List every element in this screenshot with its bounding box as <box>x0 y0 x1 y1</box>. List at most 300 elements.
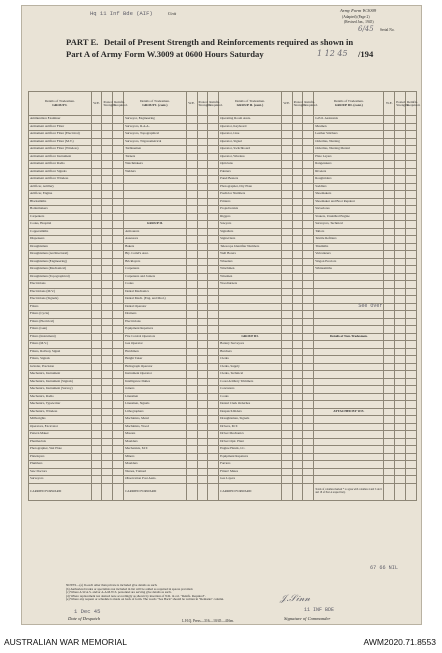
entry-cell <box>281 348 292 356</box>
entry-cell <box>406 236 417 244</box>
signature: 𝒥.𝒮𝒾𝓃𝓃 <box>280 594 311 604</box>
entry-cell <box>102 161 113 169</box>
trade-label: Telescope Identifier Numbers <box>219 243 282 251</box>
trade-label: Fitters, Railway Signal <box>29 348 92 356</box>
entry-cell <box>384 266 395 274</box>
trade-label <box>314 281 384 289</box>
trade-label: Wagon Erectors <box>314 258 384 266</box>
date-handwritten: 1 12 45 <box>317 49 348 58</box>
entry-cell <box>208 363 219 371</box>
entry-cell <box>395 213 406 221</box>
entry-cell <box>186 131 197 139</box>
entry-cell <box>406 131 417 139</box>
entry-cell <box>91 438 102 446</box>
entry-cell <box>102 243 113 251</box>
entry-cell <box>395 191 406 199</box>
trade-label: Saddlers <box>314 183 384 191</box>
entry-cell <box>281 206 292 214</box>
entry-cell <box>395 386 406 394</box>
trade-label: Dental Clerk Orderlies <box>219 401 282 409</box>
trade-label: Miners <box>124 453 187 461</box>
entry-cell <box>186 386 197 394</box>
trade-label: Fitters (Instrument) <box>29 333 92 341</box>
entry-cell <box>281 318 292 326</box>
entry-cell <box>186 378 197 386</box>
entry-cell <box>292 476 303 484</box>
trade-label: Vulcanizers <box>314 251 384 259</box>
entry-cell <box>197 431 208 439</box>
trade-label: Wiremen <box>219 273 282 281</box>
entry-cell <box>303 153 314 161</box>
entry-cell <box>113 326 124 334</box>
caption-right: AWM2020.71.8553 <box>363 637 436 647</box>
entry-cell <box>281 266 292 274</box>
carried-forward-2: CARRIED FORWARD <box>124 483 187 500</box>
trade-label: Operator, Wireless <box>219 153 282 161</box>
entry-cell <box>292 138 303 146</box>
col-header-group3-cont: Details of Tradesmen. GROUP III. (cont.) <box>314 92 384 116</box>
entry-cell <box>395 266 406 274</box>
entry-cell <box>113 333 124 341</box>
trade-label: Drivers, M.T. <box>219 423 282 431</box>
entry-cell <box>102 311 113 319</box>
entry-cell <box>91 123 102 131</box>
trade-label: Blacksmiths <box>29 198 92 206</box>
entry-cell <box>281 198 292 206</box>
entry-cell <box>292 288 303 296</box>
trade-label: Intelligence Duties <box>124 378 187 386</box>
trade-label: Orderlies, Nursing Mental <box>314 146 384 154</box>
entry-cell <box>281 191 292 199</box>
entry-cell <box>303 453 314 461</box>
entry-cell <box>281 168 292 176</box>
entry-cell <box>303 221 314 229</box>
trade-label <box>314 273 384 281</box>
entry-cell <box>395 393 406 401</box>
entry-cell <box>197 393 208 401</box>
entry-cell <box>113 123 124 131</box>
entry-cell <box>406 138 417 146</box>
trade-label: Fitters (Cycle) <box>29 311 92 319</box>
trade-label: Panel Beaters <box>219 176 282 184</box>
entry-cell <box>208 348 219 356</box>
entry-cell <box>395 438 406 446</box>
trade-label: Dental Mechanics <box>124 288 187 296</box>
trade-label: Heliograph Operator <box>124 363 187 371</box>
form-revised: (Revised Jan., 1945) <box>344 20 374 24</box>
entry-cell <box>384 303 395 311</box>
col-header-group2-cont: Details of Tradesmen. GROUP II. (cont.) <box>219 92 282 116</box>
entry-cell <box>395 258 406 266</box>
entry-cell <box>292 326 303 334</box>
trade-label: Operator, Line <box>219 131 282 139</box>
entry-cell <box>102 333 113 341</box>
entry-cell <box>102 251 113 259</box>
title-line2: Part A of Army Form W.3009 at 0600 Hours Saturday <box>66 49 264 59</box>
entry-cell <box>281 356 292 364</box>
trade-label <box>314 468 384 476</box>
trade-label: Shoemaker and Boot Repairer <box>314 198 384 206</box>
table-row <box>29 326 417 334</box>
entry-cell <box>197 266 208 274</box>
trade-label: Armament Artificer Wireless <box>29 176 92 184</box>
table-row <box>29 281 417 289</box>
entry-cell <box>186 461 197 469</box>
entry-cell <box>406 191 417 199</box>
entry-cell <box>384 123 395 131</box>
entry-cell <box>384 131 395 139</box>
entry-cell <box>384 393 395 401</box>
trade-label: Photographer, Dry Plate <box>219 183 282 191</box>
entry-cell <box>91 461 102 469</box>
entry-cell <box>303 236 314 244</box>
table-row <box>29 168 417 176</box>
entry-cell <box>281 393 292 401</box>
col-reinfts: Reinfts. Required. <box>406 92 417 116</box>
entry-cell <box>303 243 314 251</box>
entry-cell <box>303 326 314 334</box>
trade-label: Boilermakers <box>29 206 92 214</box>
entry-cell <box>208 236 219 244</box>
entry-cell <box>395 371 406 379</box>
entry-cell <box>208 468 219 476</box>
entry-cell <box>113 453 124 461</box>
entry-cell <box>406 206 417 214</box>
trade-label <box>314 378 384 386</box>
entry-cell <box>406 386 417 394</box>
entry-cell <box>113 116 124 124</box>
trade-label: Sawyers <box>219 221 282 229</box>
table-row <box>29 431 417 439</box>
trade-label: Dental Mech. (Eng. and Mod.) <box>124 296 187 304</box>
entry-cell <box>197 446 208 454</box>
entry-cell <box>91 371 102 379</box>
entry-cell <box>384 258 395 266</box>
entry-cell <box>384 288 395 296</box>
entry-cell <box>292 386 303 394</box>
table-row <box>29 423 417 431</box>
entry-cell <box>197 326 208 334</box>
entry-cell <box>292 296 303 304</box>
entry-cell <box>384 401 395 409</box>
trade-label: Plate Layers <box>314 153 384 161</box>
entry-cell <box>91 333 102 341</box>
table-row <box>29 258 417 266</box>
col-posted: Posted Strength. <box>292 92 303 116</box>
entry-cell <box>102 446 113 454</box>
trade-label: Draughtsmen, Signals <box>219 416 282 424</box>
trade-label: Operator, Keyboard <box>219 123 282 131</box>
trade-label: Operating Room Assts. <box>219 116 282 124</box>
trade-label: Operator, Signal <box>219 138 282 146</box>
trade-label: Saw Doctors <box>29 468 92 476</box>
trade-label <box>314 476 384 484</box>
entry-cell <box>113 191 124 199</box>
entry-cell <box>91 431 102 439</box>
trade-label: Operators, Excavator <box>29 423 92 431</box>
entry-cell <box>186 221 197 229</box>
entry-cell <box>91 288 102 296</box>
entry-cell <box>186 153 197 161</box>
note-line: (c) Where A.W.A.S. and/or A.A.M.W.S. personnel are serving give details as such. <box>66 590 172 595</box>
trade-label: Fitters (M.V.) <box>29 341 92 349</box>
entry-cell <box>281 228 292 236</box>
entry-cell <box>91 258 102 266</box>
entry-cell <box>102 453 113 461</box>
table-row <box>29 213 417 221</box>
entry-cell <box>113 356 124 364</box>
entry-cell <box>186 408 197 416</box>
trade-label <box>314 311 384 319</box>
entry-cell <box>197 131 208 139</box>
entry-cell <box>91 198 102 206</box>
entry-cell <box>208 258 219 266</box>
entry-cell <box>113 431 124 439</box>
table-row <box>29 161 417 169</box>
entry-cell <box>186 258 197 266</box>
entry-cell <box>395 356 406 364</box>
entry-cell <box>406 183 417 191</box>
entry-cell <box>303 431 314 439</box>
entry-cell <box>208 281 219 289</box>
trade-label <box>124 176 187 184</box>
entry-cell <box>303 378 314 386</box>
entry-cell <box>208 198 219 206</box>
entry-cell <box>303 251 314 259</box>
entry-cell <box>281 326 292 334</box>
entry-cell <box>102 258 113 266</box>
entry-cell <box>113 378 124 386</box>
trade-label: Fitters <box>29 303 92 311</box>
entry-cell <box>91 386 102 394</box>
entry-cell <box>303 176 314 184</box>
entry-cell <box>395 333 406 341</box>
entry-cell <box>292 446 303 454</box>
entry-cell <box>208 393 219 401</box>
trade-label: Printers <box>219 198 282 206</box>
entry-cell <box>102 438 113 446</box>
entry-cell <box>197 228 208 236</box>
trade-label: Concreters <box>219 386 282 394</box>
entry-cell <box>384 168 395 176</box>
entry-cell <box>406 416 417 424</box>
entry-cell <box>303 446 314 454</box>
trade-label: Fitters, Signals <box>29 356 92 364</box>
trade-label: Electricians (Signals) <box>29 296 92 304</box>
entry-cell <box>281 416 292 424</box>
part-label: PART E. <box>66 37 99 47</box>
entry-cell <box>197 341 208 349</box>
entry-cell <box>102 318 113 326</box>
entry-cell <box>113 153 124 161</box>
entry-cell <box>102 408 113 416</box>
entry-cell <box>102 416 113 424</box>
entry-cell <box>384 356 395 364</box>
entry-cell <box>303 266 314 274</box>
entry-cell <box>406 378 417 386</box>
entry-cell <box>91 341 102 349</box>
entry-cell <box>384 416 395 424</box>
entry-cell <box>281 243 292 251</box>
entry-cell <box>395 221 406 229</box>
entry-cell <box>384 198 395 206</box>
entry-cell <box>186 288 197 296</box>
entry-cell <box>406 371 417 379</box>
entry-cell <box>406 221 417 229</box>
entry-cell <box>281 378 292 386</box>
entry-cell <box>208 168 219 176</box>
entry-cell <box>113 281 124 289</box>
trade-label: Projectionists <box>219 206 282 214</box>
entry-cell <box>186 281 197 289</box>
entry-cell <box>113 213 124 221</box>
trade-label: Armourers <box>124 228 187 236</box>
entry-cell <box>208 213 219 221</box>
entry-cell <box>91 408 102 416</box>
entry-cell <box>384 348 395 356</box>
trade-label <box>219 311 282 319</box>
trade-label: Surveyors <box>29 476 92 484</box>
entry-cell <box>395 146 406 154</box>
entry-cell <box>281 446 292 454</box>
trade-label: Armament Artificer Fitter <box>29 123 92 131</box>
trade-label: Clerks, Supply <box>219 363 282 371</box>
entry-cell <box>208 453 219 461</box>
entry-cell <box>303 213 314 221</box>
entry-cell <box>102 288 113 296</box>
entry-cell <box>102 461 113 469</box>
entry-cell <box>186 476 197 484</box>
entry-cell <box>91 453 102 461</box>
entry-cell <box>102 468 113 476</box>
trade-label: Stevedores <box>314 206 384 214</box>
entry-cell <box>102 153 113 161</box>
entry-cell <box>281 453 292 461</box>
trade-label: Leather Stitchers <box>314 131 384 139</box>
trade-label <box>124 198 187 206</box>
trade-label: Mechanics, Typewriter <box>29 401 92 409</box>
entry-cell <box>303 461 314 469</box>
entry-cell <box>208 161 219 169</box>
trade-label: Electricians <box>124 318 187 326</box>
table-row <box>29 363 417 371</box>
entry-cell <box>91 161 102 169</box>
col-header-group1: Details of Tradesmen. GROUP I. <box>29 92 92 116</box>
entry-cell <box>395 318 406 326</box>
entry-cell <box>208 303 219 311</box>
entry-cell <box>395 198 406 206</box>
entry-cell <box>197 176 208 184</box>
trade-label: Details of Non-Tradesmen. <box>314 333 384 341</box>
entry-cell <box>113 446 124 454</box>
entry-cell <box>281 363 292 371</box>
entry-cell <box>303 416 314 424</box>
entry-cell <box>395 281 406 289</box>
trade-label: Winchmen <box>219 266 282 274</box>
entry-cell <box>406 356 417 364</box>
entry-cell <box>91 326 102 334</box>
trade-label: Hatchmen <box>124 348 187 356</box>
entry-cell <box>197 296 208 304</box>
trade-label: Carpenters and Joiners <box>124 273 187 281</box>
entry-cell <box>186 423 197 431</box>
entry-cell <box>395 153 406 161</box>
table-row <box>29 416 417 424</box>
table-row <box>29 116 417 124</box>
trade-label: G.P.O. Assistants <box>314 116 384 124</box>
table-row <box>29 371 417 379</box>
trade-label: Fire Control Operators <box>124 333 187 341</box>
entry-cell <box>384 153 395 161</box>
entry-cell <box>303 393 314 401</box>
entry-cell <box>197 348 208 356</box>
entry-cell <box>186 468 197 476</box>
trade-label: Machinists, Metal <box>124 416 187 424</box>
entry-cell <box>91 168 102 176</box>
entry-cell <box>113 393 124 401</box>
col-reinfts: Reinfts. Required. <box>303 92 314 116</box>
trade-label: Draughtsmen (Engineering) <box>29 258 92 266</box>
entry-cell <box>91 393 102 401</box>
trade-label <box>314 288 384 296</box>
entry-cell <box>113 341 124 349</box>
trade-label: Coast Artillery Trimmers <box>219 378 282 386</box>
entry-cell <box>197 288 208 296</box>
entry-cell <box>292 191 303 199</box>
entry-cell <box>406 446 417 454</box>
entry-cell <box>292 258 303 266</box>
trade-label: Carpenters <box>124 266 187 274</box>
entry-cell <box>197 311 208 319</box>
entry-cell <box>384 251 395 259</box>
trade-label: Battery Surveyors <box>219 341 282 349</box>
trade-label: Draughtsmen (Topographical) <box>29 273 92 281</box>
entry-cell <box>292 168 303 176</box>
entry-cell <box>91 468 102 476</box>
entry-cell <box>91 363 102 371</box>
trade-label: Roughriders <box>314 176 384 184</box>
trade-label <box>124 191 187 199</box>
trade-label <box>314 356 384 364</box>
trade-label: Fitters (Gun) <box>29 326 92 334</box>
entry-cell <box>197 378 208 386</box>
entry-cell <box>395 476 406 484</box>
trade-label: Clerks <box>219 356 282 364</box>
entry-cell <box>197 416 208 424</box>
trade-label: Armament Artificer Fitter (Electrical) <box>29 131 92 139</box>
entry-cell <box>186 296 197 304</box>
table-row <box>29 266 417 274</box>
entry-cell <box>395 461 406 469</box>
entry-cell <box>113 131 124 139</box>
entry-cell <box>303 348 314 356</box>
entry-cell <box>281 116 292 124</box>
entry-cell <box>91 228 102 236</box>
table-row <box>29 236 417 244</box>
trade-label: Cooks <box>219 393 282 401</box>
entry-cell <box>102 281 113 289</box>
entry-cell <box>292 131 303 139</box>
col-header-group1-cont: Details of Tradesmen. GROUP I. (cont.) <box>124 92 187 116</box>
entry-cell <box>186 393 197 401</box>
trade-label: Turbinemen <box>124 146 187 154</box>
trade-label: Tinsmiths <box>314 243 384 251</box>
entry-cell <box>384 161 395 169</box>
entry-cell <box>186 363 197 371</box>
trade-label <box>219 326 282 334</box>
entry-cell <box>197 356 208 364</box>
entry-cell <box>102 273 113 281</box>
